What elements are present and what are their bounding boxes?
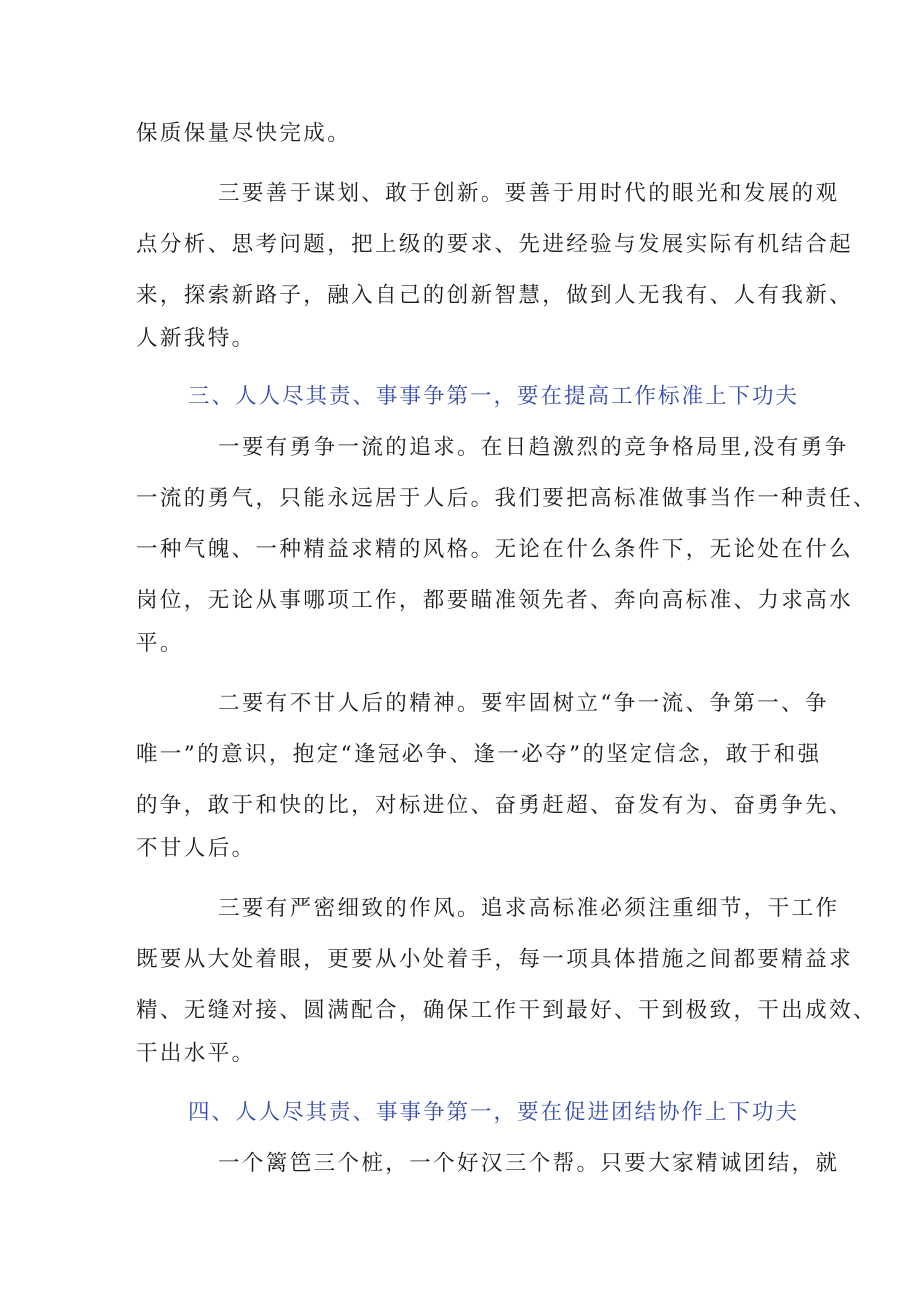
paragraph-line: 一要有勇争一流的追求。在日趋激烈的竞争格局里,没有勇争 <box>218 435 849 460</box>
paragraph-line: 唯一”的意识，抱定“逢冠必争、逢一必夺”的坚定信念，敢于和强 <box>136 742 822 767</box>
paragraph-line: 既要从大处着眼，更要从小处着手，每一项具体措施之间都要精益求 <box>136 947 854 972</box>
paragraph-line: 来，探索新路子，融入自己的创新智慧，做到人无我有、人有我新、 <box>136 283 854 308</box>
paragraph-line: 人新我特。 <box>136 326 256 351</box>
paragraph-line: 点分析、思考问题，把上级的要求、先进经验与发展实际有机结合起 <box>136 232 854 257</box>
paragraph-line: 一个篱笆三个桩，一个好汉三个帮。只要大家精诚团结，就 <box>218 1151 840 1176</box>
paragraph-line: 一种气魄、一种精益求精的风格。无论在什么条件下，无论处在什么 <box>136 537 854 562</box>
paragraph-line: 的争，敢于和快的比，对标进位、奋勇赶超、奋发有为、奋勇争先、 <box>136 793 854 818</box>
paragraph-line: 平。 <box>136 631 184 656</box>
paragraph-line: 保质保量尽快完成。 <box>136 121 352 146</box>
paragraph-line: 不甘人后。 <box>136 836 256 861</box>
paragraph-line: 三要善于谋划、敢于创新。要善于用时代的眼光和发展的观 <box>218 181 840 206</box>
section-heading: 三、人人尽其责、事事争第一，要在提高工作标准上下功夫 <box>188 384 800 409</box>
paragraph-line: 一流的勇气，只能永远居于人后。我们要把高标准做事当作一种责任、 <box>136 486 877 511</box>
paragraph-line: 干出水平。 <box>136 1041 256 1066</box>
paragraph-line: 岗位，无论从事哪项工作，都要瞄准领先者、奔向高标准、力求高水 <box>136 588 854 613</box>
section-heading: 四、人人尽其责、事事争第一，要在促进团结协作上下功夫 <box>188 1100 800 1125</box>
paragraph-line: 精、无缝对接、圆满配合，确保工作干到最好、干到极致，干出成效、 <box>136 998 877 1023</box>
paragraph-line: 二要有不甘人后的精神。要牢固树立“争一流、争第一、争 <box>218 691 829 716</box>
paragraph-line: 三要有严密细致的作风。追求高标准必须注重细节，干工作 <box>218 896 840 921</box>
